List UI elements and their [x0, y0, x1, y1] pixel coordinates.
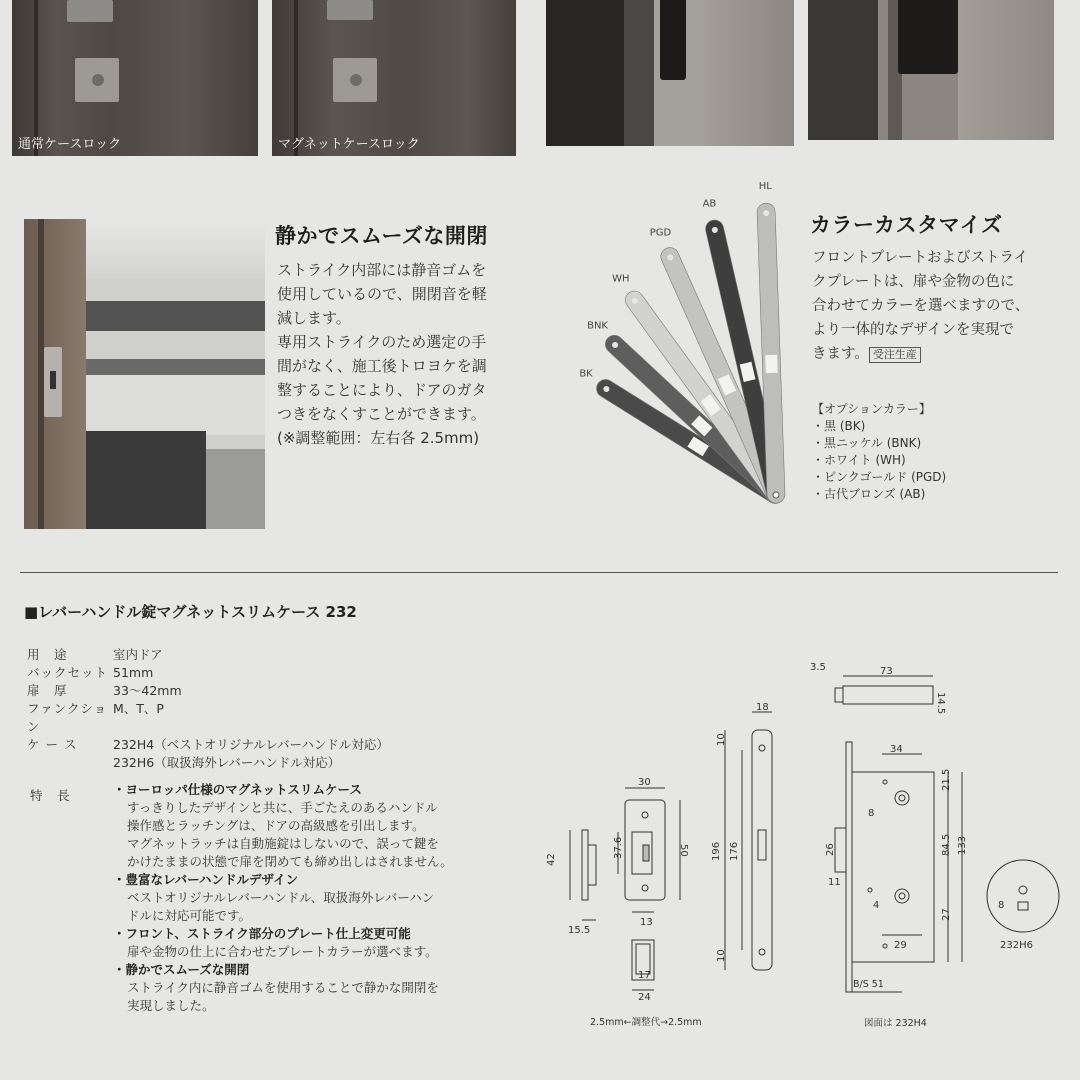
option-color-item: ・黒ニッケル (BNK) — [812, 436, 922, 450]
option-colors-title: 【オプションカラー】 — [812, 402, 931, 416]
spec-table — [27, 646, 389, 772]
color-label-hl: HL — [758, 181, 772, 193]
made-to-order-badge: 受注生産 — [869, 347, 921, 363]
color-label-pgd: PGD — [649, 227, 672, 239]
dim-84-5: 84.5 — [941, 833, 952, 856]
spec-row: バックセット 51mm — [27, 665, 154, 680]
dim-4: 4 — [873, 900, 880, 911]
dim-30: 30 — [638, 777, 651, 788]
spec-row: 232H6（取扱海外レバーハンドル対応） — [113, 755, 341, 770]
option-color-item: ・黒 (BK) — [812, 419, 866, 433]
photo-door-edge-2 — [808, 0, 1054, 140]
dim-13: 13 — [640, 917, 653, 928]
option-color-item: ・ピンクゴールド (PGD) — [812, 470, 947, 484]
dim-133: 133 — [957, 835, 968, 855]
color-custom-line: きます。 — [812, 346, 869, 362]
spec-row: ファンクション M、T、P — [27, 701, 164, 734]
option-colors — [812, 401, 946, 503]
front-plate — [725, 712, 772, 970]
strike-plate-front — [618, 788, 680, 912]
feature-item: ・静かでスムーズな開閉 ストライク内に静音ゴムを使用することで静かな開閉を 実現しました。 — [113, 962, 439, 1013]
dim-26: 26 — [825, 843, 836, 856]
feature-item: ・ヨーロッパ仕様のマグネットスリムケース すっきりしたデザインと共に、手ごたえのあるハンドル 操作感とラッチングは、ドアの高級感を引出します。 マグネットラッチは自動施錠はしないので、誤って鍵を かけたままの状態で扉を閉めても締め出しはされません。 — [113, 782, 453, 869]
dim-50: 50 — [678, 844, 689, 857]
feature-quiet-line: 使用しているので、開閉音を軽 — [277, 285, 487, 303]
dim-8-h6: 8 — [998, 900, 1005, 911]
strike-box — [632, 940, 654, 990]
dim-34: 34 — [890, 744, 903, 755]
color-label-bk: BK — [579, 368, 593, 380]
dim-37-6: 37.6 — [613, 836, 624, 859]
option-color-item: ・古代ブロンズ (AB) — [812, 487, 926, 501]
latch-top-view — [835, 676, 933, 704]
h6-rosette — [987, 860, 1059, 932]
dim-15-5: 15.5 — [568, 925, 591, 936]
features-key: 特 長 — [30, 788, 71, 803]
dim-3-5: 3.5 — [810, 662, 826, 673]
dim-21-5: 21.5 — [941, 768, 952, 791]
dim-8-case: 8 — [868, 808, 875, 819]
strip-pivot — [773, 492, 779, 498]
feature-quiet-line: 専用ストライクのため選定の手 — [277, 333, 487, 351]
feature-quiet-line: 間がなく、施工後トロヨケを調 — [277, 357, 487, 375]
feature-quiet-text — [277, 258, 537, 450]
spec-row: ケ ー ス 232H4（ベストオリジナルレバーハンドル対応） — [27, 737, 389, 752]
caption-normal-case-lock: 通常ケースロック — [18, 137, 122, 152]
feature-quiet-title: 静かでスムーズな開閉 — [275, 224, 488, 248]
strip-window — [765, 355, 778, 373]
dim-196: 196 — [711, 841, 722, 861]
color-label-bnk: BNK — [587, 320, 609, 332]
feature-quiet-line: ストライク内部には静音ゴムを — [277, 261, 487, 279]
photo-door-edge-1 — [546, 0, 794, 146]
dim-176: 176 — [729, 841, 740, 861]
color-fan-illustration — [540, 181, 800, 520]
section-divider — [20, 572, 1058, 573]
spec-row: 用 途 室内ドア — [27, 647, 163, 662]
dim-14-5: 14.5 — [935, 692, 946, 715]
dim-42: 42 — [546, 853, 557, 866]
adjust-label: 2.5mm←調整代→2.5mm — [590, 1017, 702, 1028]
dim-18: 18 — [756, 702, 769, 713]
dim-10-bottom: 10 — [716, 949, 727, 962]
dim-17: 17 — [638, 970, 651, 981]
feature-item: ・豊富なレバーハンドルデザイン ベストオリジナルレバーハンドル、取扱海外レバーハン ドルに対応可能です。 — [113, 872, 435, 923]
feature-quiet-line: つきをなくすことができます。 — [277, 405, 486, 423]
backset-label: B/S 51 — [853, 979, 884, 990]
feature-quiet-line: (※調整範囲：左右各 2.5mm) — [277, 429, 480, 447]
product-title: ■レバーハンドル錠マグネットスリムケース 232 — [24, 603, 357, 621]
photo-magnet-case-lock — [272, 0, 516, 156]
technical-drawing — [530, 650, 1070, 1040]
feature-quiet-line: 減します。 — [277, 309, 351, 327]
feature-item: ・フロント、ストライク部分のプレート仕上変更可能 扉や金物の仕上に合わせたプレートカラーが選べます。 — [113, 926, 438, 959]
dim-24: 24 — [638, 992, 651, 1003]
drawing-note: 図面は 232H4 — [864, 1018, 927, 1029]
color-custom-title: カラーカスタマイズ — [810, 213, 1003, 237]
color-custom-line: クプレートは、扉や金物の色に — [812, 274, 1015, 290]
option-color-item: ・ホワイト (WH) — [812, 453, 906, 467]
photo-normal-case-lock — [12, 0, 258, 156]
feature-quiet-line: 整することにより、ドアのガタ — [277, 381, 487, 399]
dim-10-top: 10 — [716, 733, 727, 746]
color-label-wh: WH — [612, 273, 630, 285]
dim-11: 11 — [828, 877, 841, 888]
dim-73: 73 — [880, 666, 893, 677]
h6-label: 232H6 — [1000, 940, 1033, 951]
dim-29: 29 — [894, 940, 907, 951]
color-custom-line: フロントプレートおよびストライ — [812, 250, 1029, 266]
color-custom-line: 合わせてカラーを選べますので、 — [812, 298, 1030, 314]
color-custom-line: より一体的なデザインを実現で — [812, 322, 1014, 338]
dim-27: 27 — [941, 908, 952, 921]
features-list — [113, 781, 533, 1015]
color-label-ab: AB — [702, 198, 717, 210]
spec-row: 扉 厚 33～42mm — [27, 683, 182, 698]
photo-interior-door — [24, 219, 265, 529]
strike-side-view — [570, 830, 596, 920]
color-custom-text — [812, 246, 1072, 366]
caption-magnet-case-lock: マグネットケースロック — [278, 137, 420, 152]
